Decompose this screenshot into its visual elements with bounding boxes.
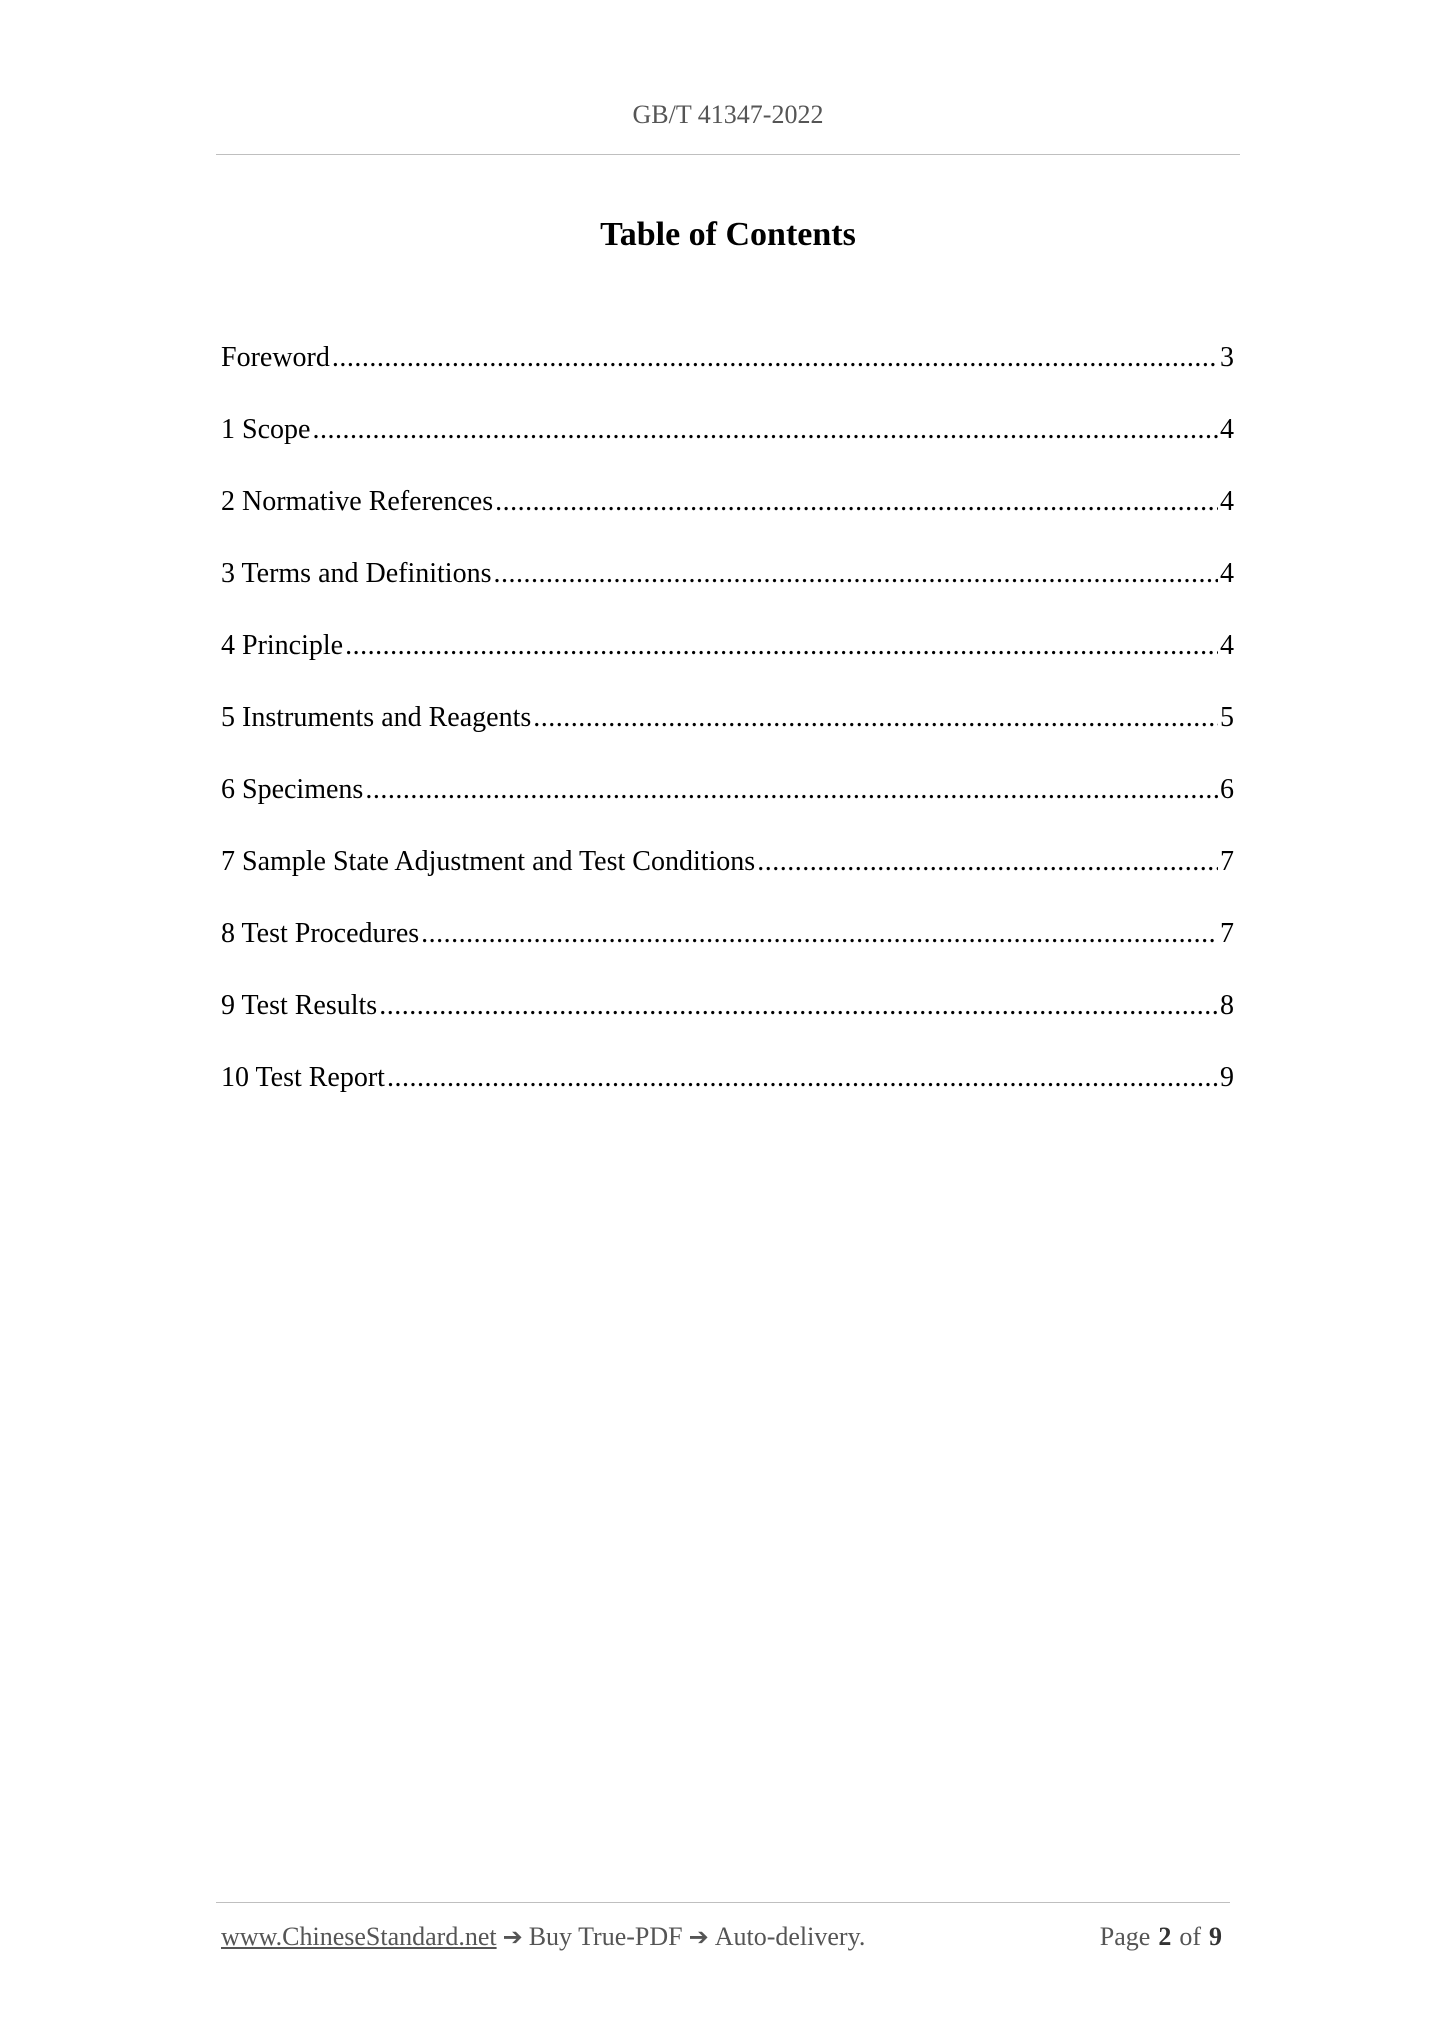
toc-entry-label: 6 Specimens: [221, 774, 364, 805]
toc-entry-page: 8: [1220, 990, 1234, 1021]
toc-entry-page: 7: [1220, 918, 1234, 949]
toc-entry-label: 5 Instruments and Reagents: [221, 702, 532, 733]
toc-dot-leader: [757, 840, 1218, 884]
toc-dot-leader: [379, 984, 1218, 1028]
toc-entry-label: 9 Test Results: [221, 990, 378, 1021]
toc-dot-leader: [365, 768, 1218, 812]
toc-entry-page: 5: [1220, 702, 1234, 733]
toc-entry-page: 4: [1220, 558, 1234, 589]
toc-entry-label: 10 Test Report: [221, 1062, 385, 1093]
document-id-header: GB/T 41347-2022: [632, 100, 824, 129]
auto-delivery-text: Auto-delivery.: [714, 1922, 866, 1951]
toc-dot-leader: [312, 408, 1218, 452]
toc-entry-sample-state-adjustment[interactable]: [221, 840, 1234, 912]
toc-dot-leader: [493, 552, 1218, 596]
chinese-standard-link[interactable]: www.ChineseStandard.net: [221, 1922, 497, 1951]
toc-entry-label: 3 Terms and Definitions: [221, 558, 492, 589]
toc-entry-test-results[interactable]: [221, 984, 1234, 1056]
toc-entry-page: 4: [1220, 486, 1234, 517]
toc-entry-label: 7 Sample State Adjustment and Test Conditions: [221, 846, 756, 877]
toc-entry-page: 4: [1220, 630, 1234, 661]
page-footer: [221, 1922, 1230, 1952]
toc-entry-instruments-and-reagents[interactable]: [221, 696, 1234, 768]
toc-entry-label: 8 Test Procedures: [221, 918, 420, 949]
toc-dot-leader: [421, 912, 1218, 956]
page-indicator: [1100, 1922, 1222, 1952]
toc-dot-leader: [332, 336, 1218, 380]
page-word: Page: [1099, 1922, 1151, 1951]
toc-entry-page: 6: [1220, 774, 1234, 805]
toc-entry-page: 7: [1220, 846, 1234, 877]
toc-entry-page: 3: [1220, 342, 1234, 373]
arrow-right-icon: ➔: [688, 1923, 709, 1951]
toc-entry-normative-references[interactable]: [221, 480, 1234, 552]
toc-entry-test-report[interactable]: [221, 1056, 1234, 1128]
toc-dot-leader: [345, 624, 1218, 668]
buy-true-pdf-text: Buy True-PDF: [528, 1922, 683, 1951]
toc-entry-label: 2 Normative References: [221, 486, 494, 517]
toc-entry-test-procedures[interactable]: [221, 912, 1234, 984]
toc-title: Table of Contents: [600, 216, 856, 253]
toc-entry-foreword[interactable]: [221, 336, 1234, 408]
footer-divider: [216, 1902, 1230, 1903]
toc-dot-leader: [495, 480, 1218, 524]
table-of-contents: [221, 336, 1234, 1128]
of-word: of: [1179, 1922, 1201, 1951]
toc-entry-principle[interactable]: [221, 624, 1234, 696]
toc-entry-label: 4 Principle: [221, 630, 344, 661]
toc-entry-scope[interactable]: [221, 408, 1234, 480]
arrow-right-icon: ➔: [502, 1923, 523, 1951]
current-page-number: 2: [1158, 1922, 1172, 1951]
toc-dot-leader: [387, 1056, 1218, 1100]
toc-entry-label: Foreword: [221, 342, 330, 373]
toc-entry-specimens[interactable]: [221, 768, 1234, 840]
toc-dot-leader: [533, 696, 1218, 740]
toc-entry-terms-and-definitions[interactable]: [221, 552, 1234, 624]
toc-entry-page: 9: [1220, 1062, 1234, 1093]
toc-entry-page: 4: [1220, 414, 1234, 445]
toc-entry-label: 1 Scope: [221, 414, 311, 445]
total-pages-number: 9: [1209, 1922, 1222, 1951]
header-divider: [216, 154, 1240, 155]
footer-promo: [221, 1922, 865, 1952]
